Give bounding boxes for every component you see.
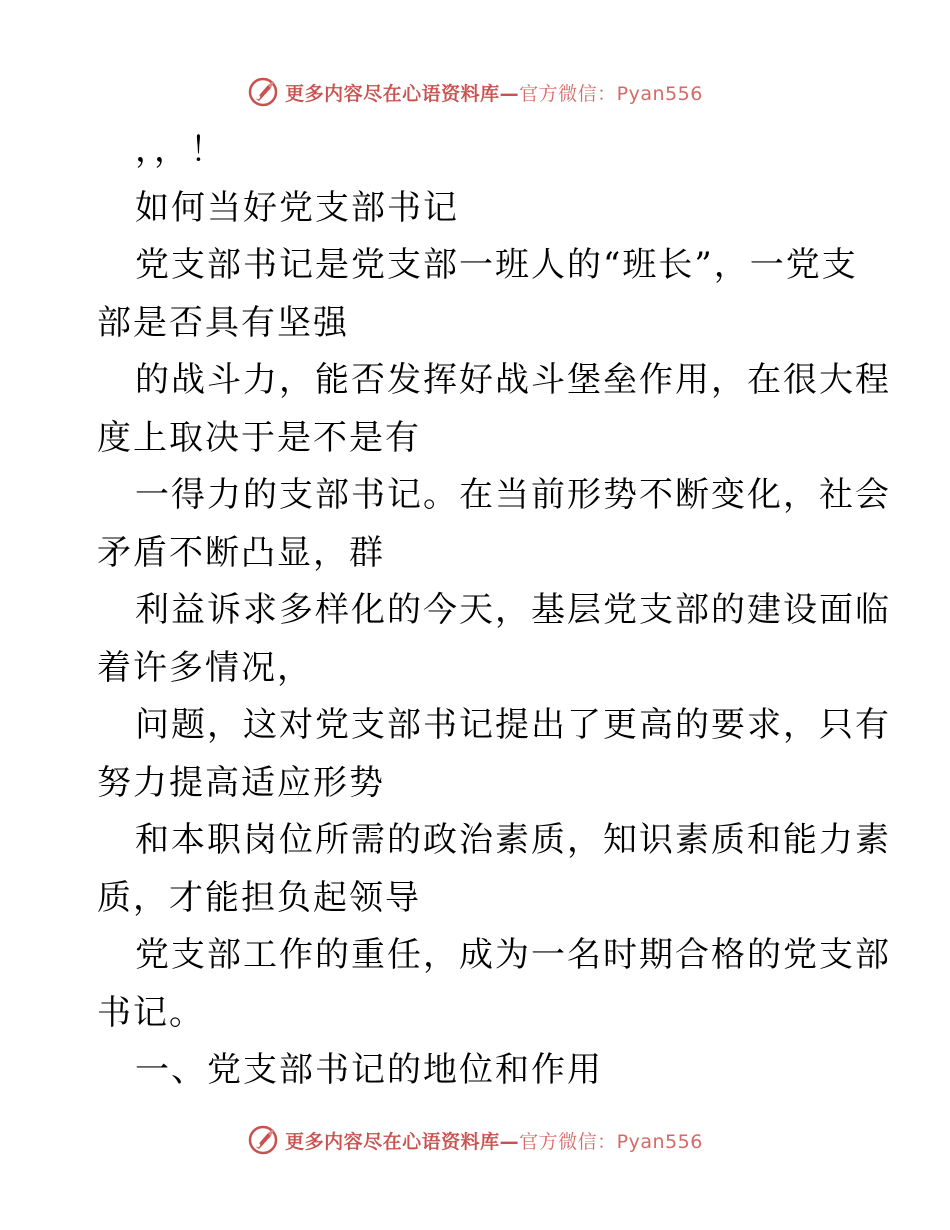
body-text-line: 如何当好党支部书记 — [135, 187, 459, 228]
body-text-line: ，，！ — [135, 130, 226, 170]
body-text-line: 部是否具有坚强 — [97, 302, 349, 343]
watermark-text — [285, 1127, 703, 1154]
footer-watermark — [0, 1118, 950, 1162]
body-text-line: 着许多情况， — [97, 647, 313, 688]
body-text-line: 质，才能担负起领导 — [97, 877, 421, 918]
body-text-line: 度上取决于是不是有 — [97, 417, 421, 458]
watermark-wechat-text: 官方微信：Pyan556 — [519, 1130, 703, 1153]
body-text-line: 问题，这对党支部书记提出了更高的要求，只有 — [135, 705, 891, 745]
watermark-text — [285, 79, 703, 106]
body-text-line: 一得力的支部书记。在当前形势不断变化，社会 — [135, 475, 891, 515]
body-text-line: 利益诉求多样化的今天，基层党支部的建设面临 — [135, 590, 891, 630]
watermark-site-text: 更多内容尽在心语资料库— — [285, 1130, 520, 1153]
watermark-site-text: 更多内容尽在心语资料库— — [285, 82, 520, 105]
body-text-line: 书记。 — [97, 992, 205, 1033]
quill-logo-icon — [247, 1124, 279, 1156]
document-body — [97, 122, 891, 1100]
body-text-line: 党支部工作的重任，成为一名时期合格的党支部 — [135, 935, 891, 975]
body-text-line: 党支部书记是党支部一班人的“班长”，一党支 — [135, 245, 858, 285]
header-watermark — [0, 70, 950, 114]
body-text-line: 一、党支部书记的地位和作用 — [135, 1050, 603, 1090]
watermark-wechat-text: 官方微信：Pyan556 — [519, 82, 703, 105]
quill-logo-icon — [247, 76, 279, 108]
body-text-line: 矛盾不断凸显，群 — [97, 532, 385, 573]
body-text-line: 努力提高适应形势 — [97, 762, 385, 803]
body-text-line: 和本职岗位所需的政治素质，知识素质和能力素 — [135, 820, 891, 860]
body-text-line: 的战斗力，能否发挥好战斗堡垒作用，在很大程 — [135, 360, 891, 400]
